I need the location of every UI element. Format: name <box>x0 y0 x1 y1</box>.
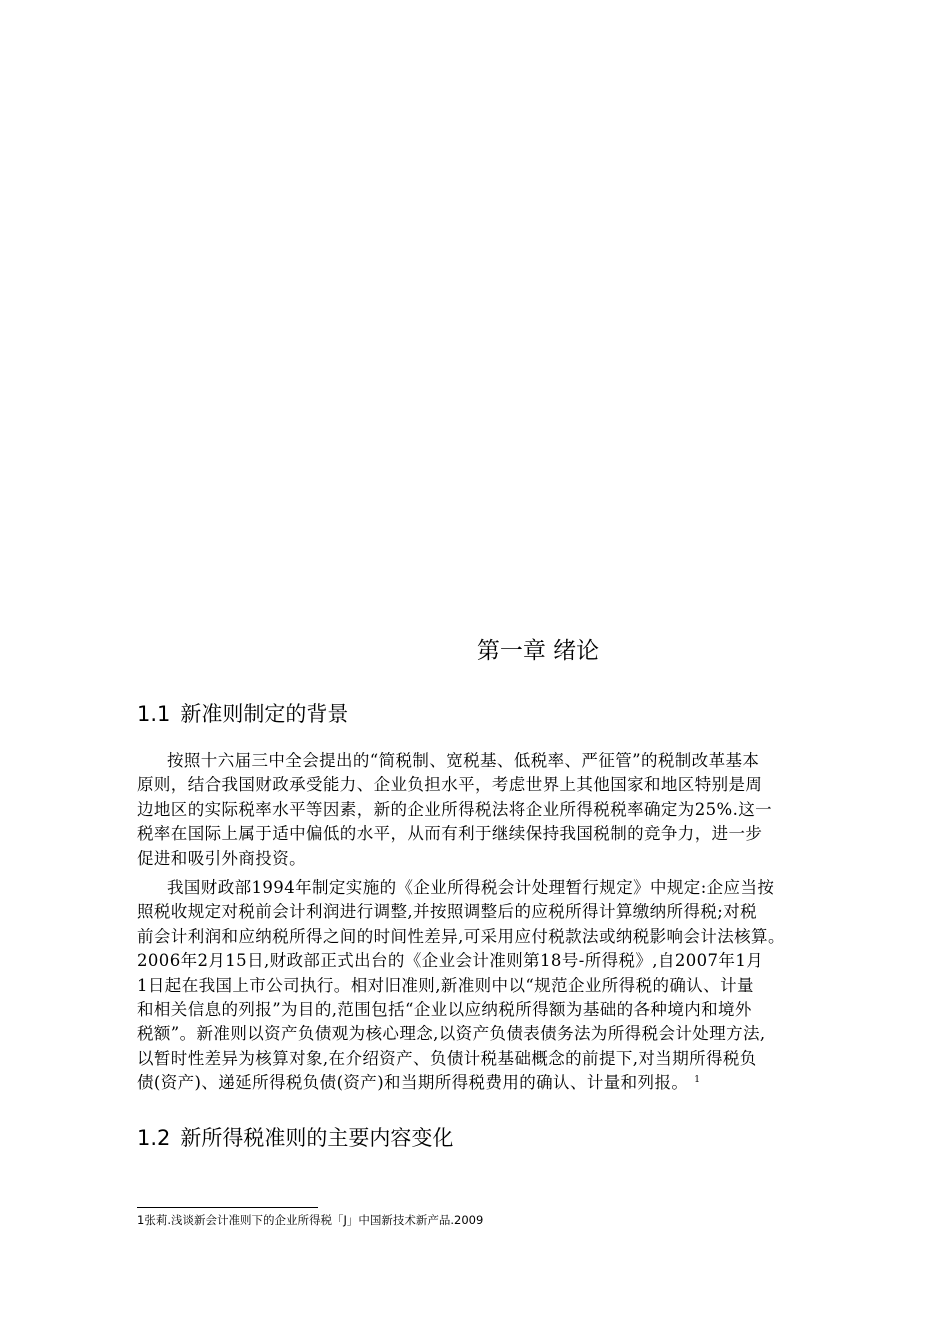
paragraph-line: 原则，结合我国财政承受能力、企业负担水平，考虑世界上其他国家和地区特别是周 <box>137 775 763 795</box>
paragraph-line-last <box>137 1071 867 1095</box>
section-number: 1.1 <box>137 702 171 726</box>
paragraph-regulation <box>137 876 867 1096</box>
paragraph-line: 1日起在我国上市公司执行。相对旧准则,新准则中以“规范企业所得税的确认、计量 <box>137 975 754 995</box>
section-number: 1.2 <box>137 1126 171 1150</box>
paragraph-line: 税率在国际上属于适中偏低的水平，从而有利于继续保持我国税制的竞争力，进一步 <box>137 824 763 844</box>
paragraph-background <box>137 749 867 871</box>
paragraph-line: 以暂时性差异为核算对象,在介绍资产、负债计税基础概念的前提下,对当期所得税负 <box>137 1048 757 1068</box>
chapter-title: 第一章 绪论 <box>476 638 600 664</box>
paragraph-line: 按照十六届三中全会提出的“简税制、宽税基、低税率、严征管”的税制改革基本 <box>167 751 760 770</box>
footnote-divider <box>137 1207 318 1208</box>
paragraph-line: 和相关信息的列报”为目的,范围包括“企业以应纳税所得额为基础的各种境内和境外 <box>137 1000 752 1020</box>
paragraph-line: 我国财政部1994年制定实施的《企业所得税会计处理暂行规定》中规定:企应当按 <box>167 878 775 897</box>
section-title: 新准则制定的背景 <box>180 702 349 726</box>
section-title: 新所得税准则的主要内容变化 <box>180 1126 454 1150</box>
footnote-reference[interactable]: 1 <box>694 1074 701 1085</box>
paragraph-line: 税额”。新准则以资产负债观为核心理念,以资产负债表债务法为所得税会计处理方法, <box>137 1024 766 1044</box>
paragraph-line: 促进和吸引外商投资。 <box>137 848 306 868</box>
paragraph-line: 边地区的实际税率水平等因素，新的企业所得税法将企业所得税税率确定为25%.这一 <box>137 799 773 819</box>
section-heading-1-2 <box>137 1124 453 1152</box>
paragraph-line-text: 债(资产)、递延所得税负债(资产)和当期所得税费用的确认、计量和列报。 <box>137 1073 689 1093</box>
paragraph-line: 2006年2月15日,财政部正式出台的《企业会计准则第18号-所得税》,自2007年1月 <box>137 951 764 971</box>
paragraph-line: 前会计利润和应纳税所得之间的时间性差异,可采用应付税款法或纳税影响会计法核算。 <box>137 926 785 946</box>
footnote: 1张莉.浅谈新会计准则下的企业所得税「J」中国新技术新产品.2009 <box>137 1213 484 1227</box>
section-heading-1-1 <box>137 700 348 728</box>
paragraph-line: 照税收规定对税前会计利润进行调整,并按照调整后的应税所得计算缴纳所得税;对税 <box>137 902 758 922</box>
